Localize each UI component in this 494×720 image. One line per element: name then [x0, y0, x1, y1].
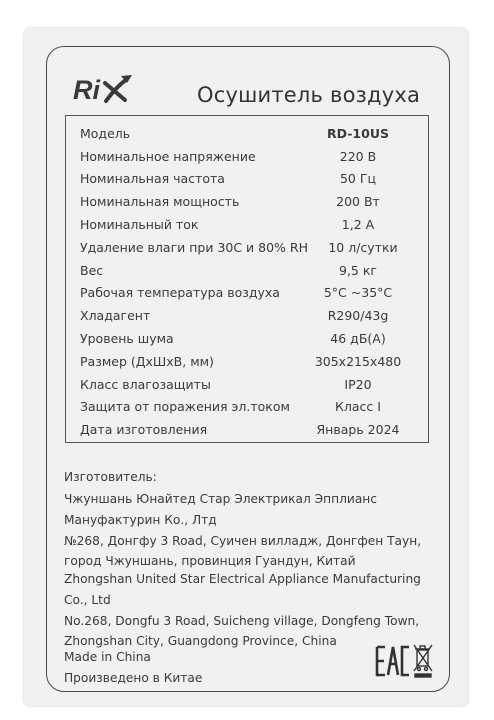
spec-row	[80, 122, 418, 145]
spec-value: RD-10US	[327, 125, 389, 141]
spec-value: 305х215х480	[314, 353, 402, 369]
manufacturer-en-line: Zhongshan City, Guangdong Province, China	[64, 634, 337, 649]
spec-value: 50 Гц	[339, 171, 376, 187]
product-title: Осушитель воздуха	[197, 83, 421, 107]
spec-value: 1,2 А	[341, 217, 375, 233]
spec-row	[80, 396, 418, 419]
spec-row	[80, 213, 418, 236]
spec-row	[80, 304, 418, 327]
spec-row	[80, 282, 418, 305]
spec-value: 220 В	[339, 148, 377, 164]
spec-label: Вес	[80, 262, 104, 278]
spec-value: Январь 2024	[316, 422, 400, 438]
spec-label: Рабочая температура воздуха	[80, 285, 280, 301]
manufacturer-en-line: Zhongshan United Star Electrical Appliance Manufacturing	[64, 572, 421, 586]
origin-en: Made in China	[64, 650, 151, 664]
spec-table	[65, 115, 429, 443]
spec-row	[80, 145, 418, 168]
certification-marks	[374, 641, 434, 681]
spec-label: Модель	[80, 125, 131, 141]
spec-value: Класс I	[335, 399, 381, 415]
origin-block	[64, 647, 202, 689]
manufacturer-en	[64, 569, 421, 652]
spec-label: Номинальное напряжение	[80, 148, 256, 164]
spec-row	[80, 236, 418, 259]
spec-value: R290/43g	[327, 308, 389, 324]
manufacturer-en-line: Co., Ltd	[64, 592, 111, 607]
manufacturer-ru-line: Чжуншань Юнайтед Стар Электрикал Эпплианс	[64, 492, 377, 506]
manufacturer-ru-line: Мануфактурин Ко., Лтд	[64, 512, 217, 527]
manufacturer-en-line: No.268, Dongfu 3 Road, Suicheng village, Dongfeng Town,	[64, 613, 420, 628]
manufacturer-ru-line: №268, Донгфу 3 Road, Суичен вилладж, Донгфен Таун,	[64, 533, 422, 548]
crossed-bin-icon	[414, 645, 432, 677]
spec-label: Хладагент	[80, 308, 151, 324]
spec-row	[80, 190, 418, 213]
spec-value: 46 дБ(А)	[330, 331, 386, 347]
spec-row	[80, 350, 418, 373]
spec-label: Удаление влаги при 30С и 80% RH	[80, 239, 308, 255]
spec-label: Класс влагозащиты	[80, 376, 211, 392]
spec-label: Размер (ДхШхВ, мм)	[80, 353, 214, 369]
spec-value: 9,5 кг	[339, 262, 377, 278]
spec-value: IP20	[344, 376, 372, 392]
spec-row	[80, 418, 418, 441]
spec-label: Номинальная мощность	[80, 194, 240, 210]
spec-row	[80, 168, 418, 191]
spec-label: Номинальный ток	[80, 217, 199, 233]
eac-mark-icon	[377, 647, 409, 675]
spec-label: Уровень шума	[80, 331, 174, 347]
spec-row	[80, 259, 418, 282]
spec-row	[80, 327, 418, 350]
svg-text:Ri: Ri	[73, 75, 100, 105]
spec-value: 10 л/сутки	[328, 239, 398, 255]
spec-label: Дата изготовления	[80, 422, 208, 438]
origin-ru: Произведено в Китае	[64, 670, 203, 685]
spec-label: Номинальная частота	[80, 171, 225, 187]
spec-value: 200 Вт	[336, 194, 380, 210]
rating-label	[24, 28, 468, 706]
spec-label: Защита от поражения эл.током	[80, 399, 290, 415]
label-frame	[46, 46, 450, 692]
manufacturer-ru-line: город Чжуншань, провинция Гуандун, Китай	[64, 554, 356, 569]
spec-row	[80, 373, 418, 396]
spec-value: 5°С ~35°С	[323, 285, 393, 301]
manufacturer-ru	[64, 489, 421, 572]
rix-logo	[69, 69, 139, 109]
manufacturer-heading: Изготовитель:	[64, 470, 157, 484]
